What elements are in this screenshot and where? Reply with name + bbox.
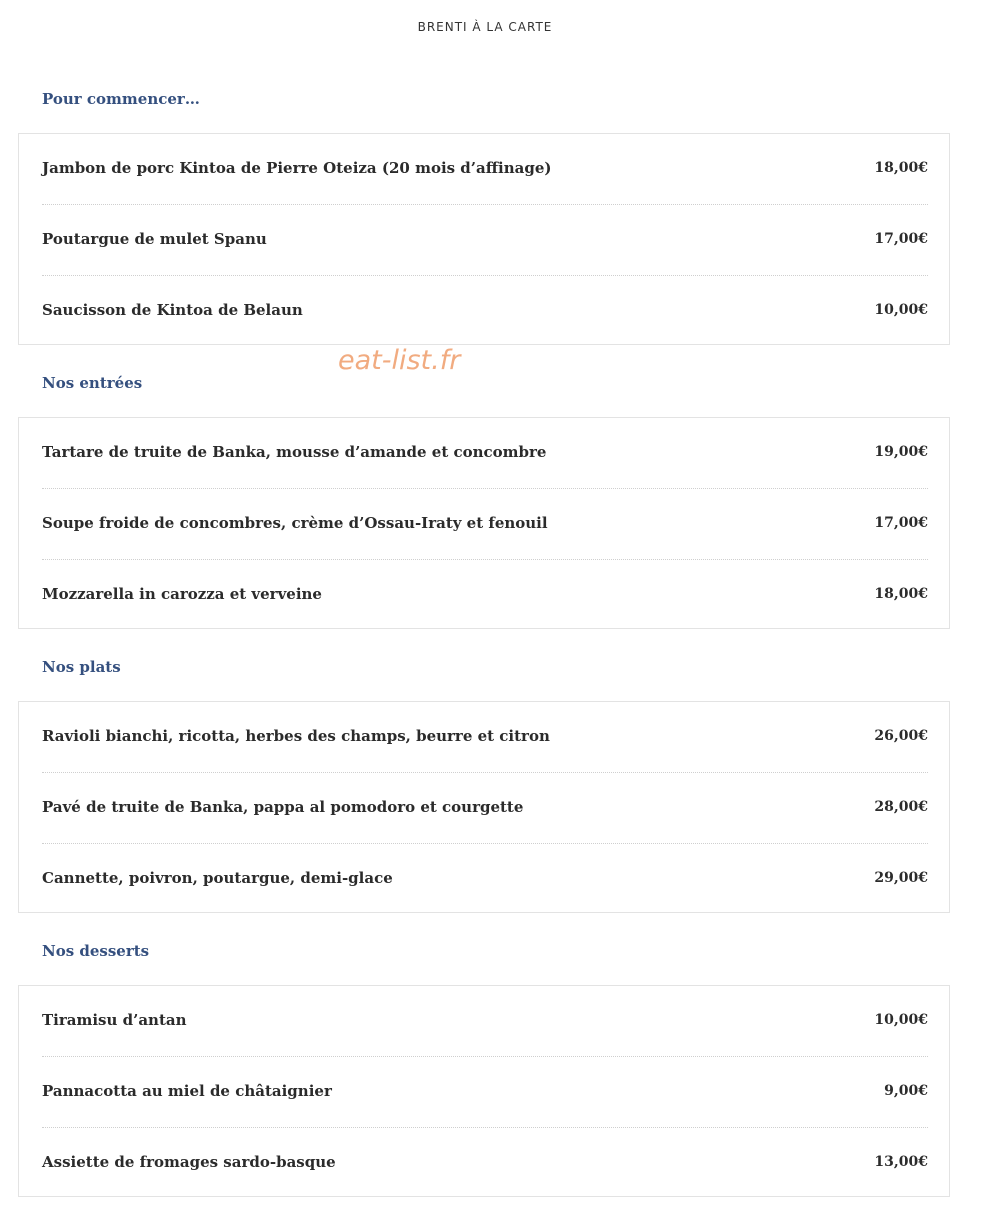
menu-item-name: Soupe froide de concombres, crème d’Ossau-Iraty et fenouil: [42, 514, 548, 532]
menu-item: [42, 560, 928, 630]
menu-item-name: Tiramisu d’antan: [42, 1011, 187, 1029]
page-title: BRENTI À LA CARTE: [417, 20, 553, 34]
menu-item-name: Ravioli bianchi, ricotta, herbes des champs, beurre et citron: [42, 727, 550, 745]
menu-item: [42, 1128, 928, 1198]
menu-item: [42, 844, 928, 914]
menu-item-price: 18,00€: [874, 160, 928, 176]
menu-item: [42, 276, 928, 346]
menu-item: [42, 986, 928, 1056]
menu-card: [18, 701, 950, 913]
menu-card: [18, 417, 950, 629]
menu-card: [18, 985, 950, 1197]
menu-item-price: 17,00€: [874, 231, 928, 247]
menu-item-name: Tartare de truite de Banka, mousse d’amande et concombre: [42, 443, 547, 461]
menu-item-price: 10,00€: [874, 302, 928, 318]
menu-item: [42, 489, 928, 559]
menu-item: [42, 418, 928, 488]
menu-item-price: 28,00€: [874, 799, 928, 815]
menu-item-price: 29,00€: [874, 870, 928, 886]
menu-item: [42, 134, 928, 204]
menu-item-name: Cannette, poivron, poutargue, demi-glace: [42, 869, 393, 887]
menu-item-name: Mozzarella in carozza et verveine: [42, 585, 322, 603]
menu-item-price: 26,00€: [874, 728, 928, 744]
section-heading: Pour commencer…: [42, 90, 200, 108]
menu-item-price: 19,00€: [874, 444, 928, 460]
menu-item-name: Assiette de fromages sardo-basque: [42, 1153, 336, 1171]
menu-item-name: Pannacotta au miel de châtaignier: [42, 1082, 332, 1100]
menu-item: [42, 773, 928, 843]
menu-item-price: 10,00€: [874, 1012, 928, 1028]
section-heading: Nos desserts: [42, 942, 150, 960]
menu-card: [18, 133, 950, 345]
menu-item-name: Pavé de truite de Banka, pappa al pomodoro et courgette: [42, 798, 524, 816]
section-heading: Nos plats: [42, 658, 121, 676]
menu-item-price: 13,00€: [874, 1154, 928, 1170]
menu-item-price: 17,00€: [874, 515, 928, 531]
menu-item-name: Jambon de porc Kintoa de Pierre Oteiza (20 mois d’affinage): [42, 159, 552, 177]
menu-item-name: Poutargue de mulet Spanu: [42, 230, 267, 248]
menu-item-price: 9,00€: [884, 1083, 928, 1099]
section-heading: Nos entrées: [42, 374, 143, 392]
menu-item-price: 18,00€: [874, 586, 928, 602]
menu-item: [42, 1057, 928, 1127]
watermark-logo: eat-list.fr: [338, 345, 461, 376]
menu-item-name: Saucisson de Kintoa de Belaun: [42, 301, 303, 319]
menu-item: [42, 205, 928, 275]
menu-item: [42, 702, 928, 772]
